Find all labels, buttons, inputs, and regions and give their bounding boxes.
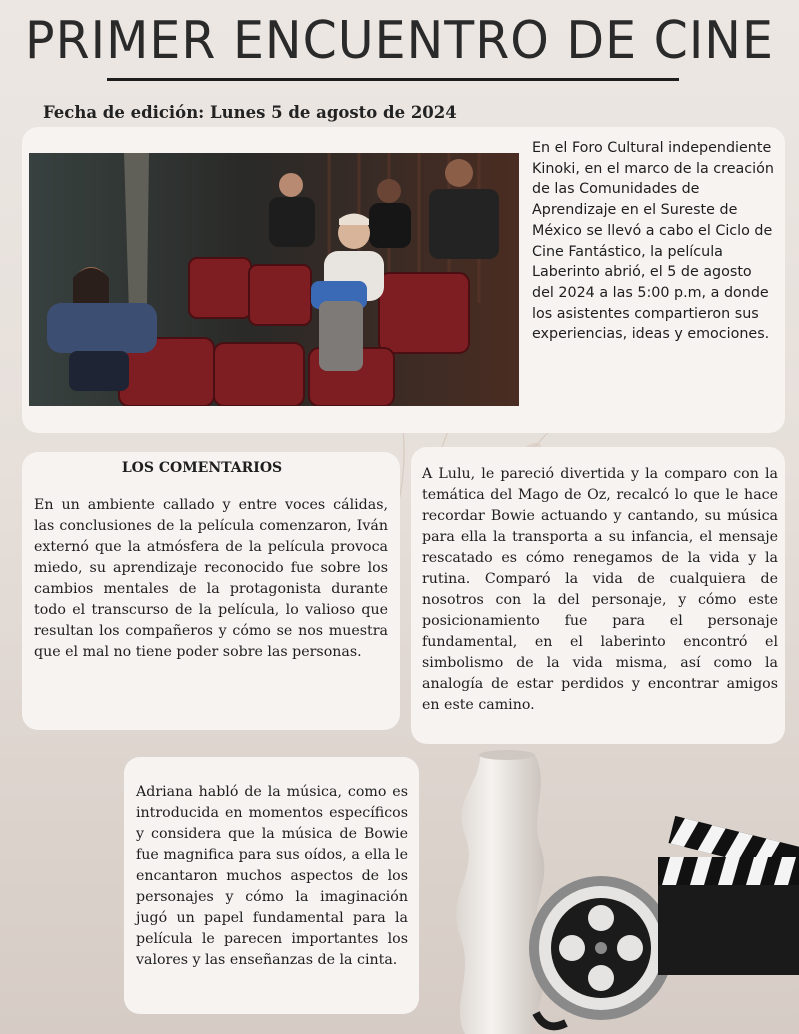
page-title: PRIMER ENCUENTRO DE CINE (25, 10, 774, 71)
comments-heading: LOS COMENTARIOS (121, 460, 283, 476)
intro-text: En el Foro Cultural independiente Kinoki, en el marco de la creación de las Comunidades de Aprendizaje en el Sureste de México se llevó a cabo el Ciclo de Cine Fantástico, la película Laberinto abrió, el 5 de agosto del 2024 a las 5:00 p.m, a donde los asistentes compartieron sus experiencias, ideas y emociones. (532, 140, 774, 343)
clapperboard-icon (648, 805, 799, 975)
comment-ivan: En un ambiente callado y entre voces cálidas, las conclusiones de la película comenzaron, Iván externó que la atmósfera de la película provoca miedo, su aprendizaje reconocido fue sobre los cambios mentales de la protagonista durante todo el transcurso de la película, lo valioso que resultan los compañeros y cómo se nos muestra que el mal no tiene poder sobre las personas. (34, 497, 388, 660)
audience-photo (29, 153, 519, 406)
title-divider (107, 78, 679, 81)
edition-date: Fecha de edición: Lunes 5 de agosto de 2024 (43, 103, 457, 122)
comment-lulu: A Lulu, le pareció divertida y la comparo con la temática del Mago de Oz, recalcó lo que le hace recordar Bowie actuando y cantando, su música para ella la transporta a su infancia, el mensaje rescatado es cómo renegamos de la vida y la rutina. Comparó la vida de cualquiera de nosotros con la del personaje, y cómo este posicionamiento fue para el personaje fundamental, en el laberinto encontró el simbolismo de la vida misma, así como la analogía de estar perdidos y encontrar amigos en este camino. (422, 466, 778, 713)
comment-adriana: Adriana habló de la música, como es introducida en momentos específicos y considera que la música de Bowie fue magnifica para sus oídos, a ella le encantaron muchos aspectos de los personajes y cómo la imaginación jugó un papel fundamental para la película le parecen importantes los valores y las enseñanzas de la cinta. (136, 784, 408, 968)
